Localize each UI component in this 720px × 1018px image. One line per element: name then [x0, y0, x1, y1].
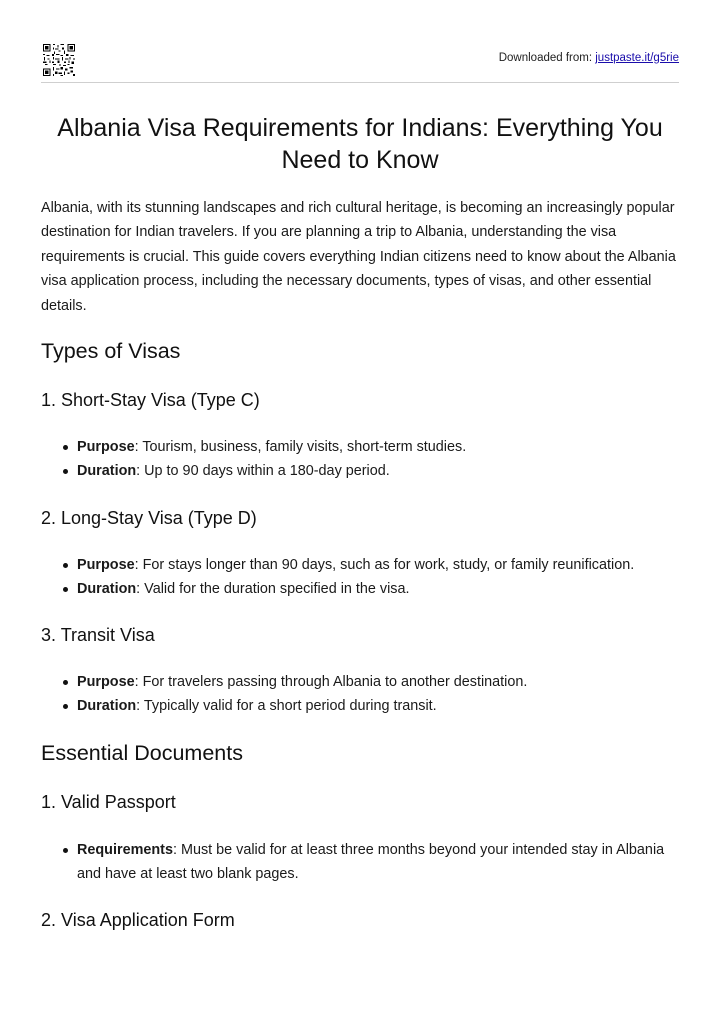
item-text: : Up to 90 days within a 180-day period. [136, 463, 390, 480]
bullet-list [41, 435, 681, 484]
bullet-list [41, 670, 681, 719]
list-item [77, 459, 681, 483]
qr-code-icon [43, 44, 75, 76]
subsection-heading: 2. Long-Stay Visa (Type D) [41, 508, 257, 528]
subsection-heading: 1. Valid Passport [41, 792, 176, 812]
list-item [77, 694, 681, 718]
item-text: : Typically valid for a short period during transit. [136, 698, 437, 715]
list-item [77, 435, 681, 459]
source-link[interactable]: justpaste.it/g5rie [595, 52, 679, 64]
subsection-heading: 3. Transit Visa [41, 625, 155, 645]
item-label: Requirements [77, 842, 173, 858]
bullet-list [41, 838, 681, 887]
section-heading: Types of Visas [41, 339, 181, 363]
section-heading: Essential Documents [41, 741, 243, 765]
page-header [41, 42, 679, 83]
bullet-list [41, 553, 681, 602]
item-label: Purpose [77, 439, 135, 455]
download-source [499, 52, 679, 64]
item-label: Duration [77, 581, 137, 598]
item-label: Duration [77, 463, 137, 480]
item-text: : Tourism, business, family visits, short-term studies. [134, 439, 467, 455]
download-source-prefix: Downloaded from: [498, 52, 596, 64]
subsection-heading: 2. Visa Application Form [41, 910, 235, 930]
item-label: Duration [77, 698, 137, 715]
item-label: Purpose [77, 674, 135, 690]
item-text: : Valid for the duration specified in the visa. [136, 581, 410, 598]
intro-paragraph: Albania, with its stunning landscapes and rich cultural heritage, is becoming an increasingly popular destination for Indian travelers. If you are planning a trip to Albania, understanding the visa requirements is crucial. This guide covers everything Indian citizens need to know about the Albania visa application process, including the necessary documents, types of visas, and other essential details. [41, 200, 676, 314]
item-text: : For travelers passing through Albania to another destination. [134, 674, 528, 690]
subsection-heading: 1. Short-Stay Visa (Type C) [41, 390, 260, 410]
item-text: : For stays longer than 90 days, such as for work, study, or family reunification. [134, 557, 635, 573]
item-label: Purpose [77, 557, 135, 573]
list-item [77, 838, 681, 887]
item-text: : Must be valid for at least three months beyond your intended stay in Albania and have at least two blank pages. [77, 842, 665, 883]
page-title: Albania Visa Requirements for Indians: Everything You Need to Know [57, 114, 663, 174]
list-item [77, 670, 681, 694]
list-item [77, 577, 681, 601]
list-item [77, 553, 681, 577]
